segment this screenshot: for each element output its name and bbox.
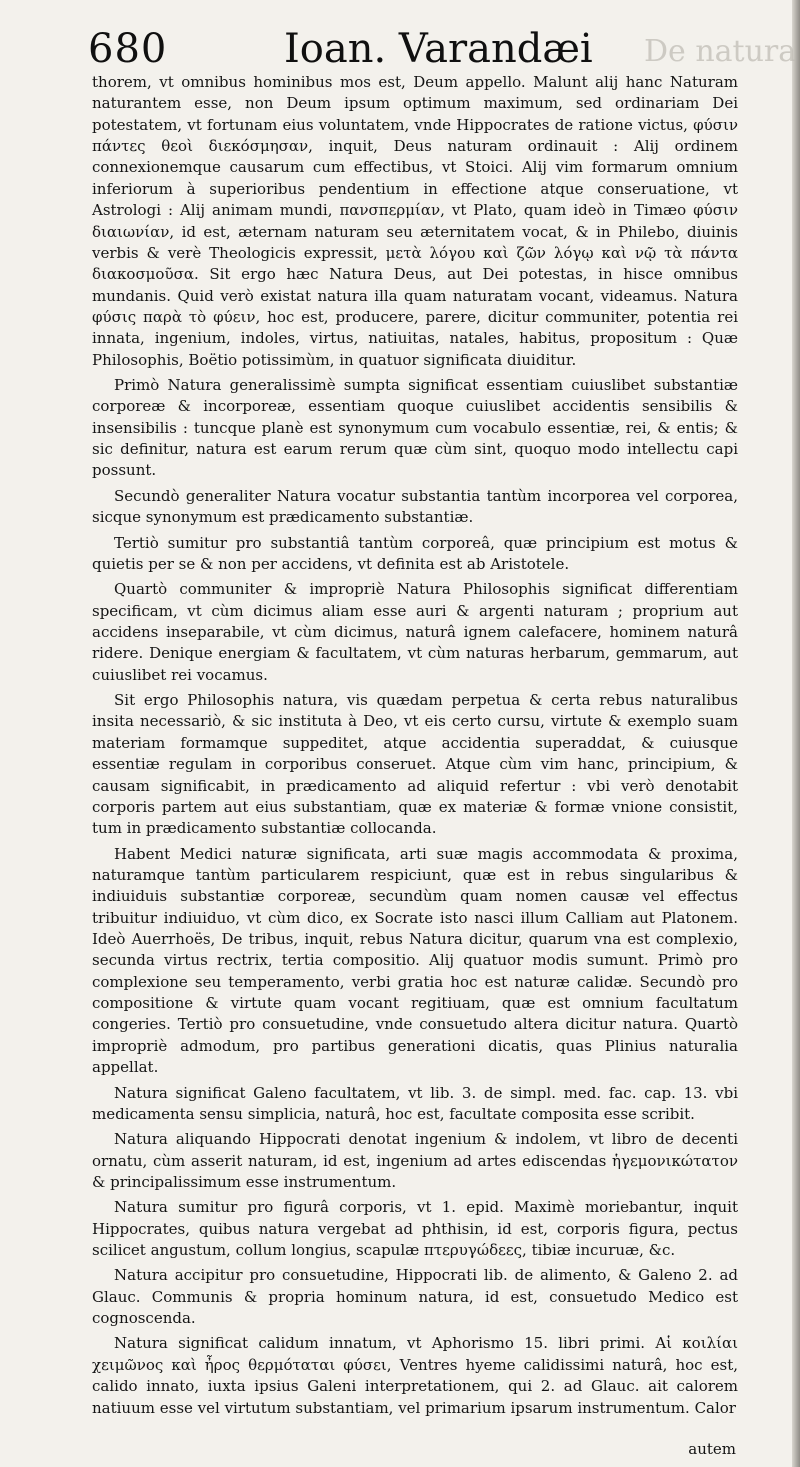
paragraph: Secundò generaliter Natura vocatur substantia tantùm incorporea vel corporea, sicque synonymum est prædicamento substantiæ. — [92, 486, 738, 527]
paragraph: Tertiò sumitur pro substantiâ tantùm corporeâ, quæ principium est motus & quietis per se & non per accidens, vt definita est ab Aristotele. — [92, 533, 738, 573]
paragraph: Sit ergo Philosophis natura, vis quædam perpetua & certa rebus naturalibus insita necessariò, & sic instituta à Deo, vt eis certo cursu, virtute & exemplo suam materiam formamque suppeditet, atque accidentia superaddat, & cuiusque essentiæ regulam in corporibus conseruet. Atque cùm vim hanc, principium, & causam significabit, in prædicamento ad aliquid refertur : vbi verò denotabit corporis partem aut eius substantiam, quæ ex materiæ & formæ vnione consistit, tum in prædicamento substantiæ collocanda. — [92, 691, 738, 838]
body-text — [92, 72, 738, 1423]
show-through-text: De natura — [644, 34, 797, 69]
paragraph: Habent Medici naturæ significata, arti suæ magis accommodata & proxima, naturamque tantùm particularem respiciunt, quæ est in rebus singularibus & indiuiduis substantiæ corporeæ, secundùm quam nomen causæ vel effectus tribuitur indiuiduo, vt cùm dico, ex Socrate isto nasci illum Calliam aut Platonem. Ideò Auerrhoës, De tribus, inquit, rebus Natura dicitur, quarum vna est complexio, secunda virtus rectrix, tertia compositio. Alij quatuor modis sumunt. Primò pro complexione seu temperamento, verbi gratia hoc est naturæ calidæ. Secundò pro compositione & virtute quam vocant regitiuam, quæ est omnium facultatum congeries. Tertiò pro consuetudine, vnde consuetudo altera dicitur natura. Quartò impropriè admodum, pro partibus generationi dicatis, quas Plinius naturalia appellat. — [92, 844, 738, 1077]
page-number: 680 — [88, 26, 168, 72]
running-head: Ioan. Varandæi — [284, 26, 593, 72]
paragraph: Natura accipitur pro consuetudine, Hippocrati lib. de alimento, & Galeno 2. ad Glauc. Communis & propria hominum natura, id est, consuetudo Medico est cognoscenda. — [92, 1266, 738, 1328]
paragraph: Primò Natura generalissimè sumpta significat essentiam cuiuslibet substantiæ corporeæ & incorporeæ, essentiam quoque cuiuslibet accidentis sensibilis & insensibilis : tuncque planè est synonymum cum vocabulo essentiæ, rei, & entis; & sic definitur, natura est earum rerum quæ cùm sint, quoquo modo intellectu capi possunt. — [92, 376, 738, 480]
paragraph: Natura significat calidum innatum, vt Aphorismo 15. libri primi. Αἱ κοιλίαι χειμῶνος καὶ ἦρος θερμόταται φύσει, Ventres hyeme calidissimi naturâ, hoc est, calido innato, iuxta ipsius Galeni interpretationem, qui 2. ad Glauc. ait calorem natiuum esse vel virtutum substantiam, vel primarium ipsarum instrumentum. Calor — [92, 1334, 738, 1417]
paragraph: Natura sumitur pro figurâ corporis, vt 1. epid. Maximè moriebantur, inquit Hippocrates, quibus natura vergebat ad phthisin, id est, corporis figura, pectus scilicet angustum, collum longius, scapulæ πτερυγώδεες, tibiæ incuruæ, &c. — [92, 1198, 738, 1260]
paragraph: Natura significat Galeno facultatem, vt lib. 3. de simpl. med. fac. cap. 13. vbi medicamenta sensu simplicia, naturâ, hoc est, facultate composita esse scribit. — [92, 1083, 738, 1123]
page-spine-edge — [792, 0, 800, 1467]
paragraph: Natura aliquando Hippocrati denotat ingenium & indolem, vt libro de decenti ornatu, cùm asserit naturam, id est, ingenium ad artes ediscendas ἡγεμονικώτατον & principalissimum esse instrumentum. — [92, 1130, 738, 1191]
catchword: autem — [688, 1440, 736, 1458]
paragraph: Quartò communiter & impropriè Natura Philosophis significat differentiam specificam, vt cùm dicimus aliam esse auri & argenti naturam ; proprium aut accidens inseparabile, vt cùm dicimus, naturâ ignem calefacere, hominem naturâ ridere. Denique energiam & facultatem, vt cùm naturas herbarum, gemmarum, aut cuiuslibet rei vocamus. — [92, 580, 738, 684]
paragraph: thorem, vt omnibus hominibus mos est, Deum appello. Malunt alij hanc Naturam naturantem esse, non Deum ipsum optimum maximum, sed ordinariam Dei potestatem, vt fortunam eius voluntatem, vnde Hippocrates de ratione victus, φύσιν πάντες θεοὶ διεκόσμησαν, inquit, Deus naturam ordinauit : Alij ordinem connexionemque causarum cum effectibus, vt Stoici. Alij vim formarum omnium inferiorum à superioribus pendentium in effectione atque conseruatione, vt Astrologi : Alij animam mundi, πανσπερμίαν, vt Plato, quam ideò in Timæo φύσιν διαιωνίαν, id est, æternam naturam seu æternitatem vocat, & in Philebo, diuinis verbis & verè Theologicis expressit, μετὰ λόγου καὶ ζῶν λόγῳ καὶ νῷ τὰ πάντα διακοσμοῦσα. Sit ergo hæc Natura Deus, aut Dei potestas, in hisce omnibus mundanis. Quid verò existat natura illa quam naturatam vocant, videamus. Natura φύσις παρὰ τὸ φύειν, hoc est, producere, parere, dicitur communiter, potentia rei innata, ingenium, indoles, virtus, natiuitas, natales, habitus, propositum : Quæ Philosophis, Boëtio potissimùm, in quatuor significata diuiditur. — [92, 73, 738, 369]
